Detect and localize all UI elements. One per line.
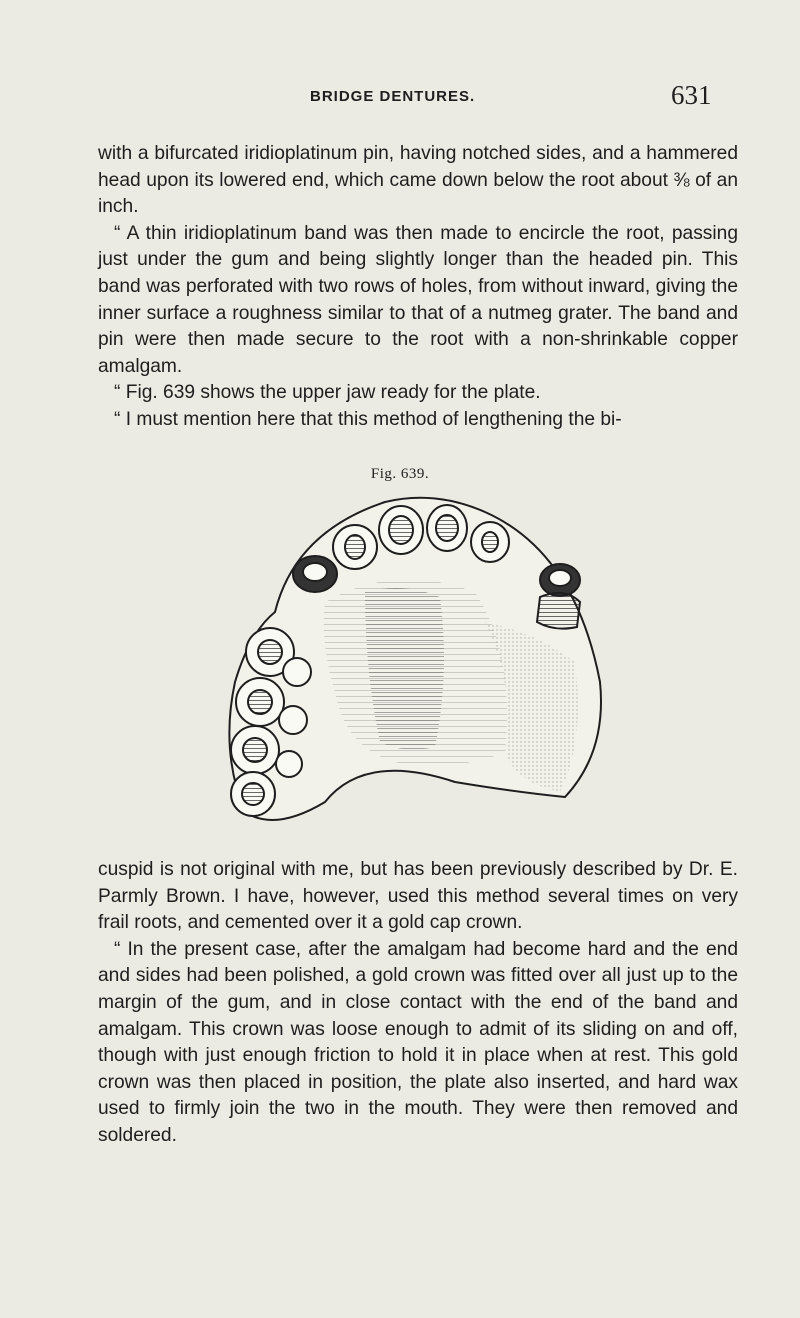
paragraph: with a bifurcated iridioplatinum pin, having notched sides, and a hammered head upon its lowered end, which came down below the root about ⅜ of an inch. bbox=[98, 143, 738, 218]
upper-jaw-illustration bbox=[215, 492, 610, 832]
paragraph: cuspid is not original with me, but has been previously described by Dr. E. Parmly Brown. I have, however, used this method several times on very frail roots, and cemented over it a gold cap crown. bbox=[98, 859, 738, 934]
page-number: 631 bbox=[671, 80, 712, 110]
text-block-bottom bbox=[98, 857, 738, 1150]
figure-caption: Fig. 639. bbox=[370, 466, 430, 482]
paragraph: “ I must mention here that this method of lengthening the bi- bbox=[114, 408, 622, 430]
paragraph: “ Fig. 639 shows the upper jaw ready for the plate. bbox=[114, 382, 541, 404]
running-head: BRIDGE DENTURES. bbox=[310, 88, 476, 105]
text-block-top bbox=[98, 141, 738, 434]
paragraph: “ A thin iridioplatinum band was then made to encircle the root, passing just under the gum and being slightly longer than the headed pin. This band was perforated with two rows of holes, from without inward, giving the inner surface a roughness similar to that of a nutmeg grater. The band and pin were then made secure to the root with a non-shrinkable copper amalgam. bbox=[98, 222, 738, 377]
paragraph: “ In the present case, after the amalgam had become hard and the end and sides had been polished, a gold crown was fitted over all just up to the margin of the gum, and in close contact with the end of the band and amalgam. This crown was loose enough to admit of its sliding on and off, though with just enough friction to hold it in place when at rest. This gold crown was then placed in position, the plate also inserted, and hard wax used to firmly join the two in the mouth. They were then removed and soldered. bbox=[98, 938, 738, 1146]
